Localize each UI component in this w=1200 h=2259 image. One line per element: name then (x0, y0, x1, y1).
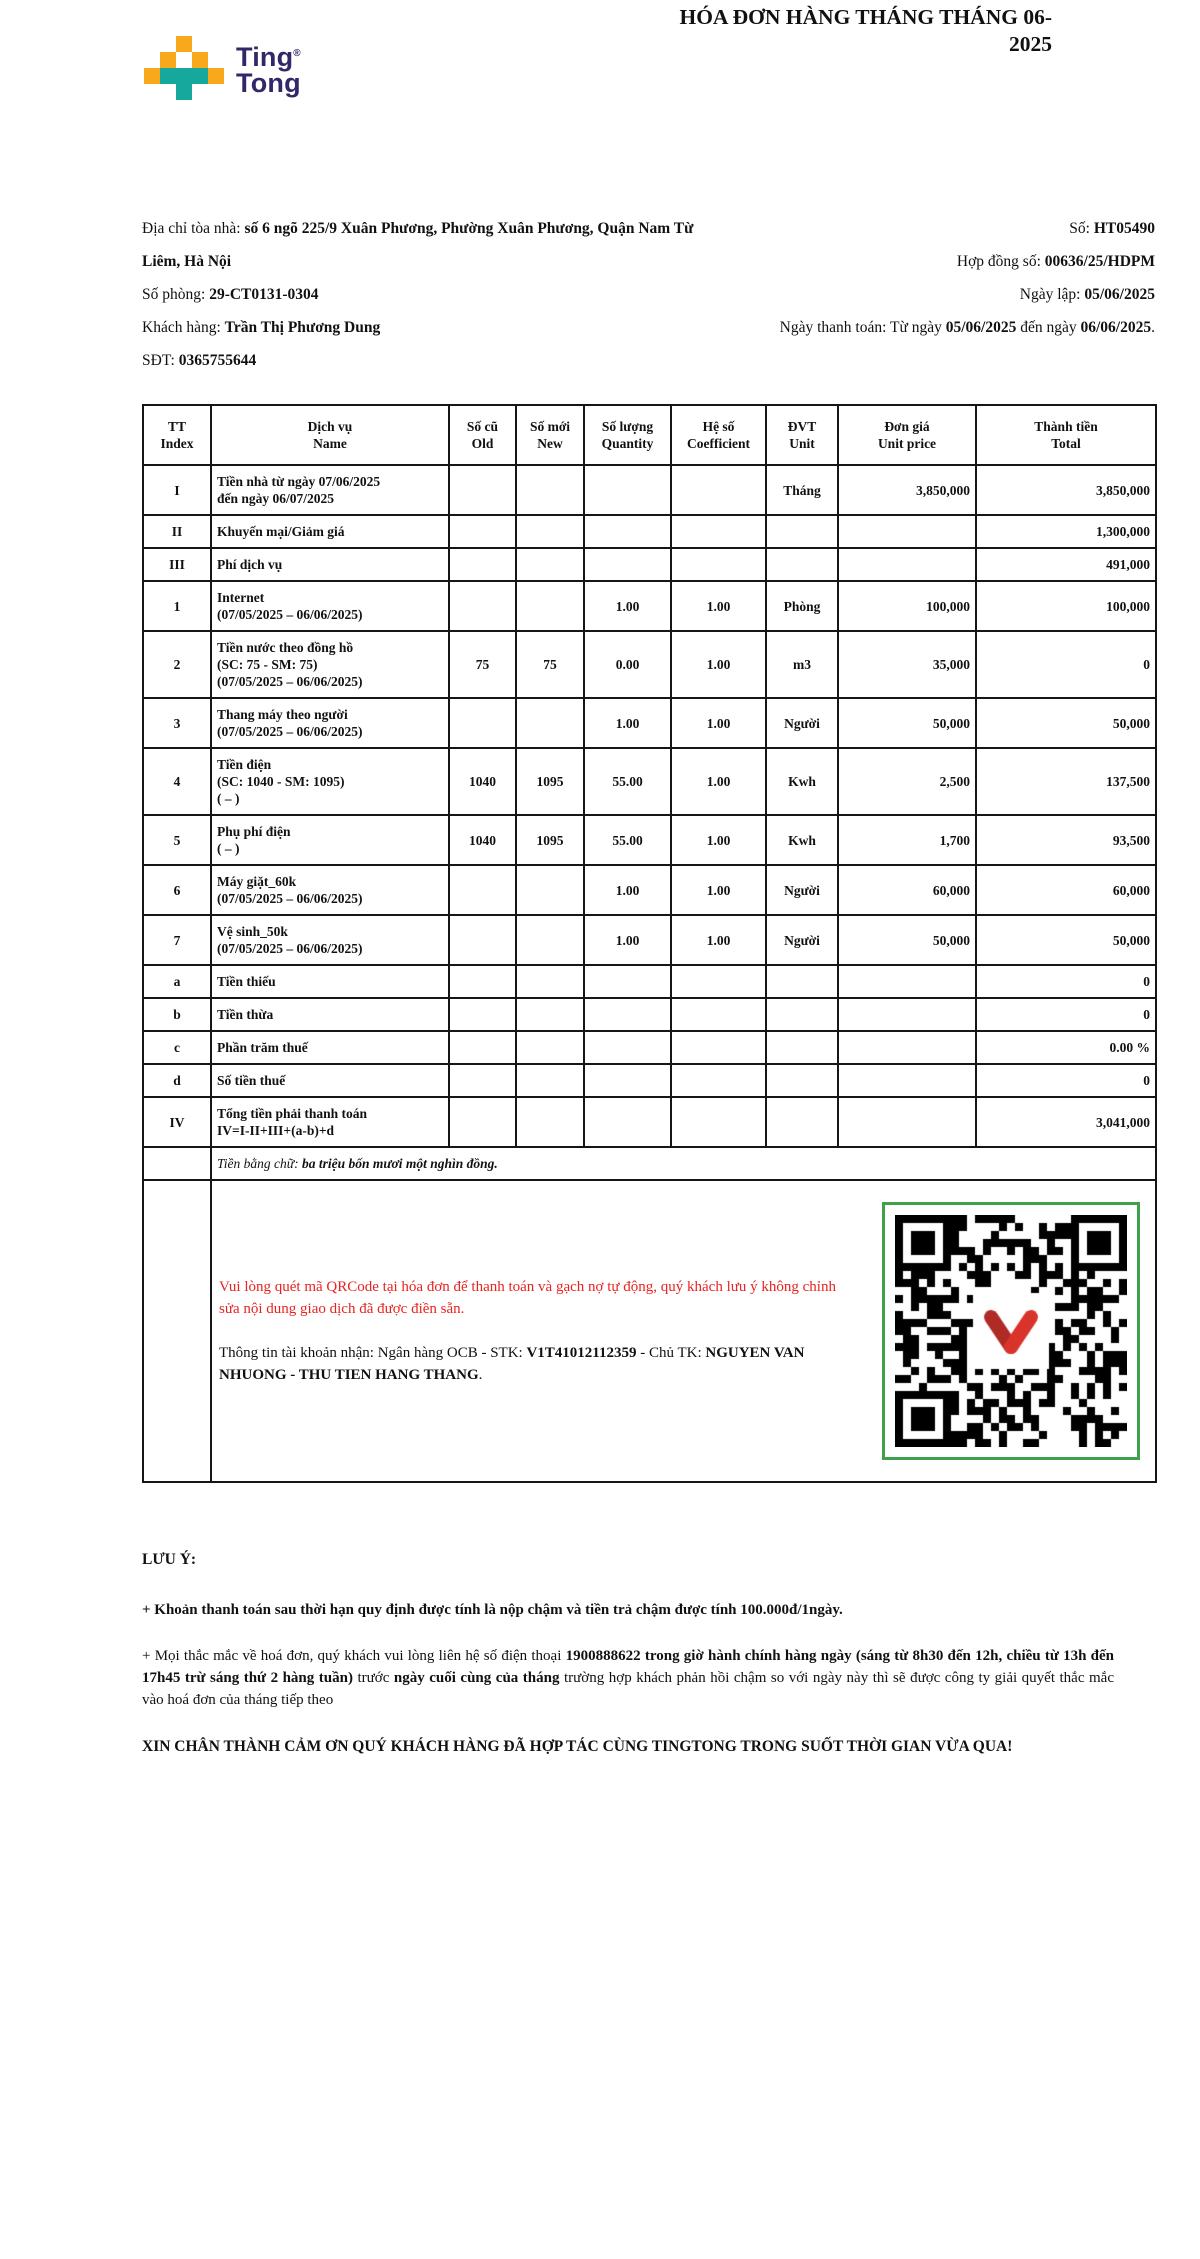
unit-cell (766, 515, 838, 548)
old-reading-cell (449, 548, 516, 581)
index-cell: 7 (143, 915, 211, 965)
old-reading-cell (449, 915, 516, 965)
total-cell: 0.00 % (976, 1031, 1156, 1064)
service-name-cell: Tiền thừa (211, 998, 449, 1031)
qr-code (895, 1215, 1127, 1447)
old-reading-cell (449, 1031, 516, 1064)
unit-price-cell: 100,000 (838, 581, 976, 631)
service-name-cell: Internet (07/05/2025 – 06/06/2025) (211, 581, 449, 631)
table-row (143, 581, 1156, 631)
old-reading-cell (449, 998, 516, 1031)
unit-cell: Phòng (766, 581, 838, 631)
coefficient-cell: 1.00 (671, 815, 766, 865)
new-reading-cell: 75 (516, 631, 584, 698)
unit-cell: Người (766, 865, 838, 915)
old-reading-cell: 75 (449, 631, 516, 698)
service-name-cell: Tiền điện (SC: 1040 - SM: 1095) ( – ) (211, 748, 449, 815)
new-reading-cell (516, 865, 584, 915)
new-reading-cell (516, 1097, 584, 1147)
unit-cell: Tháng (766, 465, 838, 515)
qr-row (143, 1180, 1156, 1482)
coefficient-cell: 1.00 (671, 915, 766, 965)
quantity-cell: 1.00 (584, 865, 671, 915)
new-reading-cell (516, 965, 584, 998)
quantity-cell: 55.00 (584, 748, 671, 815)
index-cell: a (143, 965, 211, 998)
table-row (143, 698, 1156, 748)
new-reading-cell: 1095 (516, 815, 584, 865)
old-reading-cell (449, 465, 516, 515)
qr-frame (882, 1202, 1140, 1460)
coefficient-cell (671, 515, 766, 548)
note-late-payment: + Khoản thanh toán sau thời hạn quy định được tính là nộp chậm và tiền trả chậm được tính 100.000đ/1ngày. (142, 1602, 843, 1618)
table-row (143, 815, 1156, 865)
unit-cell: Kwh (766, 748, 838, 815)
new-reading-cell (516, 698, 584, 748)
unit-cell: Người (766, 915, 838, 965)
unit-price-cell (838, 965, 976, 998)
new-reading-cell (516, 1031, 584, 1064)
table-row (143, 1097, 1156, 1147)
unit-price-cell (838, 515, 976, 548)
new-reading-cell: 1095 (516, 748, 584, 815)
unit-cell (766, 1097, 838, 1147)
column-header: Số lượng Quantity (584, 405, 671, 465)
total-cell: 3,041,000 (976, 1097, 1156, 1147)
unit-price-cell: 35,000 (838, 631, 976, 698)
service-name-cell: Tiền nước theo đồng hồ (SC: 75 - SM: 75) (07/05/2025 – 06/06/2025) (211, 631, 449, 698)
total-cell: 100,000 (976, 581, 1156, 631)
info-line: Địa chỉ tòa nhà: số 6 ngõ 225/9 Xuân Phương, Phường Xuân Phương, Quận Nam Từ Liêm, Hà Nội (142, 220, 694, 270)
tingtong-logo-icon (144, 36, 224, 100)
quantity-cell (584, 465, 671, 515)
new-reading-cell (516, 581, 584, 631)
page-title: HÓA ĐƠN HÀNG THÁNG THÁNG 06- 2025 (679, 5, 1052, 56)
quantity-cell: 55.00 (584, 815, 671, 865)
index-cell: 1 (143, 581, 211, 631)
table-row (143, 965, 1156, 998)
index-cell: 4 (143, 748, 211, 815)
unit-cell (766, 965, 838, 998)
service-name-cell: Thang máy theo người (07/05/2025 – 06/06/2025) (211, 698, 449, 748)
index-cell: d (143, 1064, 211, 1097)
column-header: Đơn giá Unit price (838, 405, 976, 465)
quantity-cell: 1.00 (584, 915, 671, 965)
quantity-cell (584, 998, 671, 1031)
old-reading-cell (449, 1064, 516, 1097)
total-cell: 93,500 (976, 815, 1156, 865)
old-reading-cell (449, 698, 516, 748)
quantity-cell (584, 1064, 671, 1097)
quantity-cell: 1.00 (584, 581, 671, 631)
service-name-cell: Phụ phí điện ( – ) (211, 815, 449, 865)
unit-price-cell: 2,500 (838, 748, 976, 815)
table-row (143, 998, 1156, 1031)
service-name-cell: Khuyến mại/Giảm giá (211, 515, 449, 548)
info-line: Hợp đồng số: 00636/25/HDPM (956, 253, 1155, 270)
account-info: Thông tin tài khoản nhận: Ngân hàng OCB - STK: V1T41012112359 - Chủ TK: NGUYEN VAN NHUONG - THU TIEN HANG THANG. (219, 1345, 805, 1383)
coefficient-cell (671, 965, 766, 998)
index-cell: c (143, 1031, 211, 1064)
new-reading-cell (516, 915, 584, 965)
empty-cell (143, 1180, 211, 1482)
service-name-cell: Tiền nhà từ ngày 07/06/2025 đến ngày 06/07/2025 (211, 465, 449, 515)
total-cell: 0 (976, 1064, 1156, 1097)
new-reading-cell (516, 548, 584, 581)
service-name-cell: Tiền thiếu (211, 965, 449, 998)
service-name-cell: Vệ sinh_50k (07/05/2025 – 06/06/2025) (211, 915, 449, 965)
old-reading-cell (449, 1097, 516, 1147)
unit-cell: Người (766, 698, 838, 748)
table-row (143, 1031, 1156, 1064)
unit-cell: m3 (766, 631, 838, 698)
old-reading-cell (449, 965, 516, 998)
unit-price-cell: 50,000 (838, 698, 976, 748)
unit-price-cell (838, 1097, 976, 1147)
invoice-meta (715, 212, 1155, 377)
unit-cell (766, 998, 838, 1031)
total-cell: 50,000 (976, 698, 1156, 748)
index-cell: 5 (143, 815, 211, 865)
invoice-info (142, 212, 1155, 377)
service-name-cell: Máy giặt_60k (07/05/2025 – 06/06/2025) (211, 865, 449, 915)
info-line: Số phòng: 29-CT0131-0304 (142, 286, 319, 303)
total-cell: 3,850,000 (976, 465, 1156, 515)
unit-price-cell: 50,000 (838, 915, 976, 965)
amount-in-words-row (143, 1147, 1156, 1180)
quantity-cell: 1.00 (584, 698, 671, 748)
table-row (143, 465, 1156, 515)
unit-price-cell (838, 1031, 976, 1064)
old-reading-cell (449, 515, 516, 548)
new-reading-cell (516, 465, 584, 515)
index-cell: 2 (143, 631, 211, 698)
index-cell: I (143, 465, 211, 515)
thank-you-message: XIN CHÂN THÀNH CẢM ƠN QUÝ KHÁCH HÀNG ĐÃ HỢP TÁC CÙNG TINGTONG TRONG SUỐT THỜI GIAN VỪA QUA! (142, 1738, 1013, 1755)
column-header: Số cũ Old (449, 405, 516, 465)
index-cell: IV (143, 1097, 211, 1147)
coefficient-cell (671, 465, 766, 515)
index-cell: 3 (143, 698, 211, 748)
old-reading-cell: 1040 (449, 748, 516, 815)
quantity-cell (584, 965, 671, 998)
column-header: Thành tiền Total (976, 405, 1156, 465)
notes-heading: LƯU Ý: (142, 1551, 197, 1568)
table-row (143, 631, 1156, 698)
unit-cell (766, 548, 838, 581)
coefficient-cell (671, 998, 766, 1031)
total-cell: 137,500 (976, 748, 1156, 815)
total-cell: 1,300,000 (976, 515, 1156, 548)
table-row (143, 865, 1156, 915)
total-cell: 491,000 (976, 548, 1156, 581)
unit-cell (766, 1031, 838, 1064)
coefficient-cell: 1.00 (671, 748, 766, 815)
amount-in-words: Tiền bằng chữ: ba triệu bốn mươi một nghìn đồng. (211, 1147, 1156, 1180)
new-reading-cell (516, 515, 584, 548)
index-cell: II (143, 515, 211, 548)
total-cell: 0 (976, 998, 1156, 1031)
table-header-row (143, 405, 1156, 465)
quantity-cell (584, 1031, 671, 1064)
total-cell: 0 (976, 965, 1156, 998)
old-reading-cell (449, 865, 516, 915)
service-name-cell: Phí dịch vụ (211, 548, 449, 581)
unit-cell: Kwh (766, 815, 838, 865)
invoice-table (142, 404, 1157, 1483)
info-line: Số: HT05490 (1069, 220, 1155, 237)
old-reading-cell (449, 581, 516, 631)
table-row (143, 1064, 1156, 1097)
old-reading-cell: 1040 (449, 815, 516, 865)
table-row (143, 915, 1156, 965)
unit-price-cell (838, 548, 976, 581)
unit-price-cell: 60,000 (838, 865, 976, 915)
customer-info (142, 212, 694, 377)
table-row (143, 548, 1156, 581)
table-row (143, 515, 1156, 548)
unit-price-cell: 3,850,000 (838, 465, 976, 515)
coefficient-cell: 1.00 (671, 631, 766, 698)
info-line: Ngày thanh toán: Từ ngày 05/06/2025 đến ngày 06/06/2025. (779, 319, 1155, 336)
quantity-cell: 0.00 (584, 631, 671, 698)
unit-price-cell (838, 1064, 976, 1097)
coefficient-cell: 1.00 (671, 865, 766, 915)
coefficient-cell (671, 1097, 766, 1147)
quantity-cell (584, 1097, 671, 1147)
table-row (143, 748, 1156, 815)
column-header: Hệ số Coefficient (671, 405, 766, 465)
service-name-cell: Phần trăm thuế (211, 1031, 449, 1064)
coefficient-cell (671, 1031, 766, 1064)
info-line: Ngày lập: 05/06/2025 (1019, 286, 1155, 303)
info-line: SĐT: 0365755644 (142, 352, 257, 369)
footer-notes (142, 1549, 1114, 1759)
column-header: Dịch vụ Name (211, 405, 449, 465)
new-reading-cell (516, 1064, 584, 1097)
qr-notice-red: Vui lòng quét mã QRCode tại hóa đơn để thanh toán và gạch nợ tự động, quý khách lưu ý không chỉnh sửa nội dung giao dịch đã được điền sẵn. (219, 1279, 836, 1317)
column-header: Số mới New (516, 405, 584, 465)
new-reading-cell (516, 998, 584, 1031)
tingtong-logo (144, 36, 301, 100)
info-line: Khách hàng: Trần Thị Phương Dung (142, 319, 381, 336)
coefficient-cell (671, 1064, 766, 1097)
unit-price-cell (838, 998, 976, 1031)
quantity-cell (584, 515, 671, 548)
note-hotline: + Mọi thắc mắc về hoá đơn, quý khách vui lòng liên hệ số điện thoại 1900888622 trong giờ hành chính hàng ngày (sáng từ 8h30 đến 12h, chiều từ 13h đến 17h45 trừ sáng thứ 2 hàng tuần) trước ngày cuối cùng của tháng trường hợp khách phản hồi chậm so với ngày này thì sẽ được công ty giải quyết thắc mắc vào hoá đơn của tháng tiếp theo (142, 1648, 1114, 1708)
coefficient-cell (671, 548, 766, 581)
coefficient-cell: 1.00 (671, 698, 766, 748)
index-cell: 6 (143, 865, 211, 915)
index-cell: III (143, 548, 211, 581)
empty-cell (143, 1147, 211, 1180)
invoice-header (142, 0, 1155, 212)
index-cell: b (143, 998, 211, 1031)
invoice-table-body (143, 465, 1156, 1147)
service-name-cell: Số tiền thuế (211, 1064, 449, 1097)
total-cell: 50,000 (976, 915, 1156, 965)
coefficient-cell: 1.00 (671, 581, 766, 631)
total-cell: 0 (976, 631, 1156, 698)
unit-price-cell: 1,700 (838, 815, 976, 865)
quantity-cell (584, 548, 671, 581)
column-header: TT Index (143, 405, 211, 465)
service-name-cell: Tổng tiền phải thanh toán IV=I-II+III+(a-b)+d (211, 1097, 449, 1147)
logo-wordmark: Ting® Tong (236, 41, 301, 98)
unit-cell (766, 1064, 838, 1097)
total-cell: 60,000 (976, 865, 1156, 915)
payment-instructions (219, 1276, 864, 1386)
column-header: ĐVT Unit (766, 405, 838, 465)
